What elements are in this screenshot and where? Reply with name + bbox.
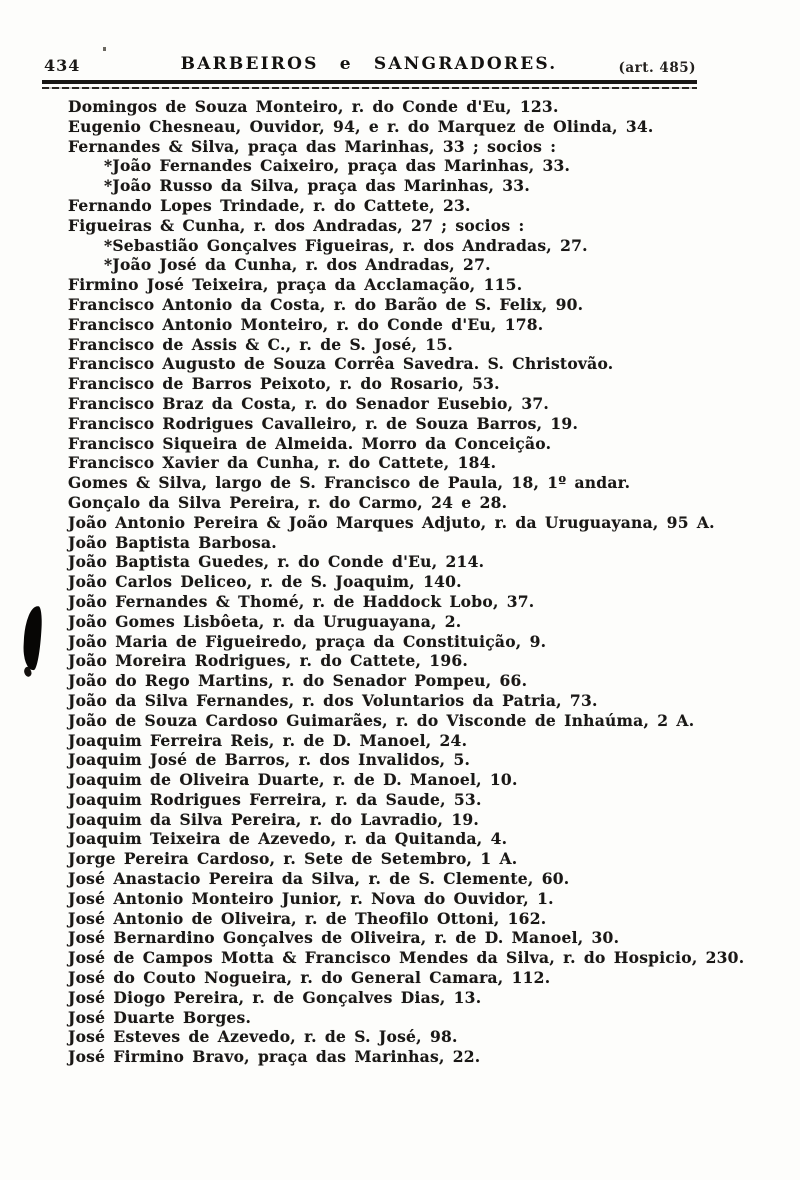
directory-entry: João Antonio Pereira & João Marques Adjuto, r. da Uruguayana, 95 A.	[68, 512, 715, 532]
directory-entry: José Esteves de Azevedo, r. de S. José, 98.	[68, 1027, 458, 1047]
directory-entry: Francisco Rodrigues Cavalleiro, r. de Souza Barros, 19.	[68, 413, 579, 433]
directory-entry: Domingos de Souza Monteiro, r. do Conde d'Eu, 123.	[68, 97, 559, 116]
directory-entry: Joaquim da Silva Pereira, r. do Lavradio, 19.	[68, 809, 480, 829]
directory-entry: Francisco de Assis & C., r. de S. José, 15.	[68, 334, 453, 354]
header-rule-thin	[42, 87, 697, 89]
directory-entry: Francisco Augusto de Souza Corrêa Savedra. S. Christovão.	[68, 354, 614, 374]
directory-entry: Francisco Xavier da Cunha, r. do Cattete, 184.	[68, 453, 497, 473]
page-number: 434	[44, 56, 81, 75]
directory-entry: Joaquim de Oliveira Duarte, r. de D. Manoel, 10.	[68, 770, 518, 790]
directory-entry: João da Silva Fernandes, r. dos Voluntarios da Patria, 73.	[68, 690, 598, 710]
directory-entry: José de Campos Motta & Francisco Mendes da Silva, r. do Hospicio, 230.	[68, 948, 745, 968]
directory-entry: José Duarte Borges.	[68, 1007, 252, 1027]
directory-entry: João Carlos Deliceo, r. de S. Joaquim, 140.	[68, 572, 462, 592]
directory-entry: João Gomes Lisbôeta, r. da Uruguayana, 2.	[68, 611, 462, 631]
header-rule-thick	[42, 80, 697, 84]
directory-entry: Fernandes & Silva, praça das Marinhas, 33 ; socios :	[68, 136, 557, 156]
directory-entry: João Moreira Rodrigues, r. do Cattete, 196.	[68, 651, 469, 671]
directory-entry-list	[68, 97, 745, 1067]
directory-entry: João Fernandes & Thomé, r. de Haddock Lobo, 37.	[68, 591, 535, 611]
directory-entry: Eugenio Chesneau, Ouvidor, 94, e r. do Marquez de Olinda, 34.	[68, 116, 654, 136]
directory-entry: Fernando Lopes Trindade, r. do Cattete, 23.	[68, 195, 471, 215]
directory-entry: Gomes & Silva, largo de S. Francisco de Paula, 18, 1º andar.	[68, 473, 631, 493]
running-header	[42, 54, 696, 78]
article-reference: (art. 485)	[618, 60, 696, 76]
ink-blot-artifact	[22, 606, 42, 671]
directory-entry: José Firmino Bravo, praça das Marinhas, 22.	[68, 1047, 481, 1067]
directory-entry: Francisco Braz da Costa, r. do Senador Eusebio, 37.	[68, 393, 550, 413]
directory-entry: *João Fernandes Caixeiro, praça das Marinhas, 33.	[104, 156, 571, 176]
directory-entry: *João José da Cunha, r. dos Andradas, 27.	[104, 255, 491, 275]
directory-entry: Joaquim Ferreira Reis, r. de D. Manoel, 24.	[68, 730, 468, 750]
directory-entry: José Antonio de Oliveira, r. de Theofilo Ottoni, 162.	[68, 908, 547, 928]
directory-entry: José Antonio Monteiro Junior, r. Nova do Ouvidor, 1.	[68, 888, 554, 908]
directory-entry: Joaquim Rodrigues Ferreira, r. da Saude, 53.	[68, 789, 482, 809]
directory-entry: João Baptista Guedes, r. do Conde d'Eu, 214.	[68, 552, 485, 572]
directory-entry: Figueiras & Cunha, r. dos Andradas, 27 ; socios :	[68, 215, 525, 235]
directory-entry: Francisco Siqueira de Almeida. Morro da Conceição.	[68, 433, 552, 453]
directory-entry: João Baptista Barbosa.	[68, 532, 277, 552]
directory-entry: Francisco de Barros Peixoto, r. do Rosario, 53.	[68, 374, 500, 394]
directory-entry: Francisco Antonio Monteiro, r. do Conde d'Eu, 178.	[68, 314, 544, 334]
directory-entry: João de Souza Cardoso Guimarães, r. do Visconde de Inhaúma, 2 A.	[68, 710, 695, 730]
directory-entry: João Maria de Figueiredo, praça da Constituição, 9.	[68, 631, 547, 651]
directory-entry: João do Rego Martins, r. do Senador Pompeu, 66.	[68, 671, 528, 691]
directory-entry: Joaquim José de Barros, r. dos Invalidos, 5.	[68, 750, 471, 770]
directory-entry: *Sebastião Gonçalves Figueiras, r. dos Andradas, 27.	[104, 235, 588, 255]
directory-entry: Firmino José Teixeira, praça da Acclamação, 115.	[68, 275, 523, 295]
running-title: BARBEIROS e SANGRADORES.	[180, 54, 558, 74]
directory-entry: Jorge Pereira Cardoso, r. Sete de Setembro, 1 A.	[68, 849, 518, 869]
directory-entry: *João Russo da Silva, praça das Marinhas, 33.	[104, 176, 530, 196]
scan-speck	[103, 47, 106, 51]
directory-entry: Francisco Antonio da Costa, r. do Barão de S. Felix, 90.	[68, 294, 584, 314]
directory-entry: José Anastacio Pereira da Silva, r. de S. Clemente, 60.	[68, 869, 570, 889]
directory-entry: Gonçalo da Silva Pereira, r. do Carmo, 24 e 28.	[68, 492, 508, 512]
directory-entry: José Diogo Pereira, r. de Gonçalves Dias, 13.	[68, 987, 482, 1007]
directory-entry: José Bernardino Gonçalves de Oliveira, r. de D. Manoel, 30.	[68, 928, 620, 948]
directory-entry: Joaquim Teixeira de Azevedo, r. da Quitanda, 4.	[68, 829, 508, 849]
directory-entry: José do Couto Nogueira, r. do General Camara, 112.	[68, 968, 551, 988]
